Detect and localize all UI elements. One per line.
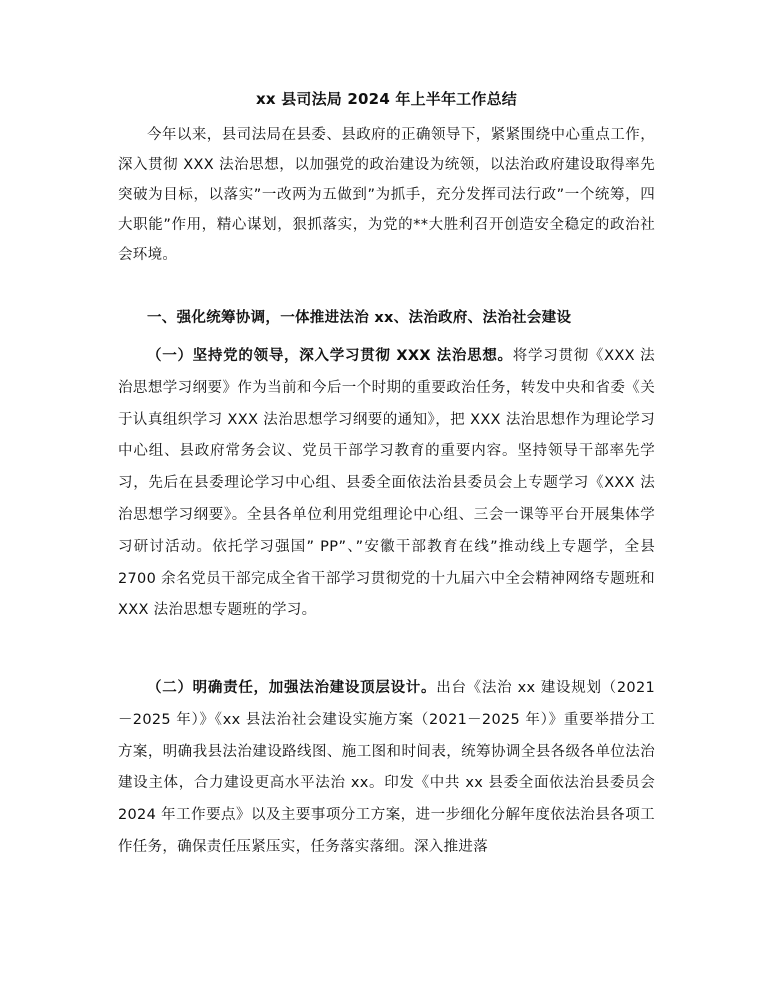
paragraph-lead: （一）坚持党的领导，深入学习贯彻 XXX 法治思想。 xyxy=(147,348,513,364)
section-heading: 一、强化统筹协调，一体推进法治 xx、法治政府、法治社会建设 xyxy=(147,310,572,326)
paragraph-responsibility xyxy=(118,673,655,864)
paragraph-text: 将学习贯彻《XXX 法治思想学习纲要》作为当前和今后一个时期的重要政治任务，转发中央和省委《关于认真组织学习 XXX 法治思想学习纲要的通知》，把 XXX 法治思想作为理论学习中心组、县政府常务会议、党员干部学习教育的重要内容。坚持领导干部率先学习，先后在县委理论学习中心组、县委全面依法治县委员会上专题学习《XXX 法治思想学习纲要》。全县各单位利用党组理论中心组、三会一课等平台开展集体学习研讨活动。依托学习强国” PP”、”安徽干部教育在线”推动线上专题学，全县 2700 余名党员干部完成全省干部学习贯彻党的十九届六中全会精神网络专题班和 XXX 法治思想专题班的学习。 xyxy=(118,348,655,619)
paragraph-text: 出台《法治 xx 建设规划（2021－2025 年）》《xx 县法治社会建设实施方案（2021－2025 年）》重要举措分工方案，明确我县法治建设路线图、施工图和时间表，统筹协调全县各级各单位法治建设主体，合力建设更高水平法治 xx。印发《中共 xx 县委全面依法治县委员会 2024 年工作要点》以及主要事项分工方案，进一步细化分解年度依法治县各项工作任务，确保责任压紧压实，任务落实落细。深入推进落 xyxy=(118,680,655,855)
document-title: xx 县司法局 2024 年上半年工作总结 xyxy=(256,90,517,108)
intro-paragraph: 今年以来，县司法局在县委、县政府的正确领导下，紧紧围绕中心重点工作，深入贯彻 XXX 法治思想，以加强党的政治建设为统领，以法治政府建设取得率先突破为目标，以落实”一改两为五做到”为抓手，充分发挥司法行政”一个统筹，四大职能”作用，精心谋划，狠抓落实，为党的**大胜利召开创造安全稳定的政治社会环境。 xyxy=(118,127,655,263)
paragraph-lead: （二）明确责任，加强法治建设顶层设计。 xyxy=(147,680,437,696)
paragraph-party-leadership xyxy=(118,341,655,627)
